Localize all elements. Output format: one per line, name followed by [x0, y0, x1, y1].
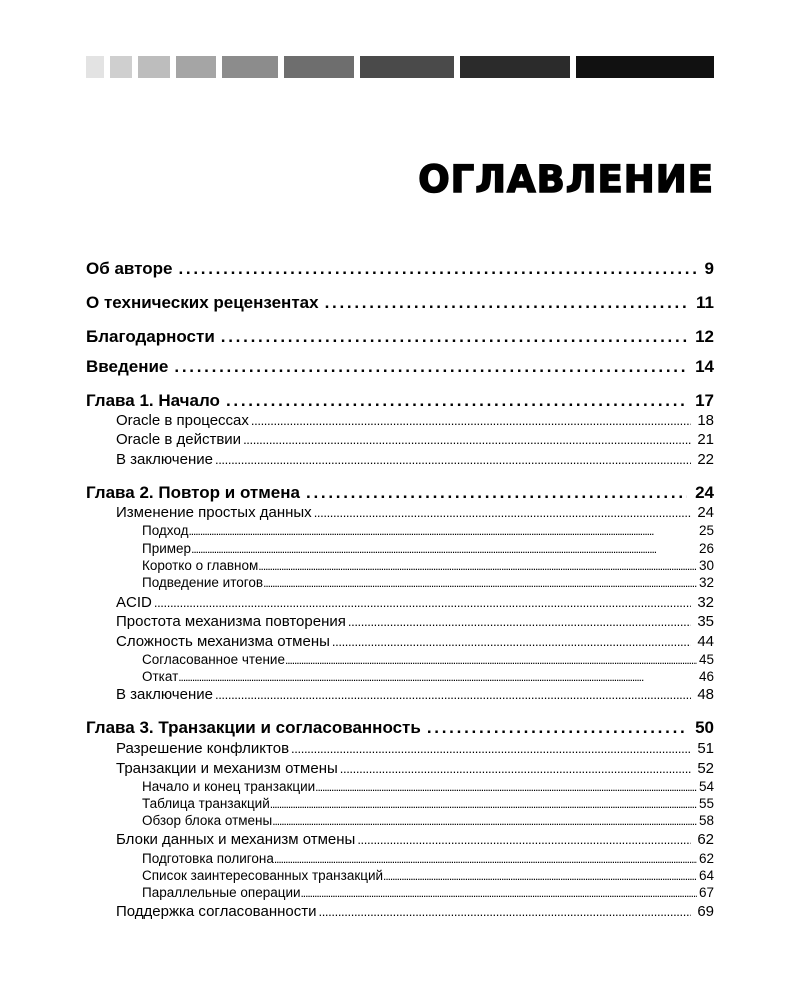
toc-page-number: 11	[696, 293, 714, 312]
toc-page-number: 69	[697, 903, 714, 920]
toc-subsection-entry	[142, 557, 714, 574]
toc-page-number: 22	[697, 451, 714, 468]
toc-section-entry	[116, 593, 714, 613]
toc-entry-label: В заключение	[116, 686, 213, 703]
toc-entry-label: Сложность механизма отмены	[116, 633, 330, 650]
toc-section-entry	[116, 739, 714, 759]
toc-section-entry	[116, 685, 714, 705]
toc-entry-label: Список заинтересованных транзакций	[142, 868, 384, 883]
toc-subsection-entry	[142, 795, 714, 812]
toc-dot-leader	[357, 830, 691, 850]
toc-section-entry	[116, 830, 714, 850]
toc-section-entry	[116, 450, 714, 470]
toc-dot-leader	[215, 450, 691, 470]
toc-page-number: 24	[697, 504, 714, 521]
toc-page-number: 35	[697, 613, 714, 630]
toc-entry-label: Параллельные операции	[142, 885, 301, 900]
toc-chapter-entry	[86, 257, 714, 281]
toc-page-number: 48	[697, 686, 714, 703]
table-of-contents	[86, 0, 714, 1000]
toc-entry-label: Коротко о главном	[142, 558, 259, 573]
toc-chapter-entry	[86, 355, 714, 379]
toc-dot-leader	[178, 669, 697, 686]
toc-page-number: 55	[698, 796, 714, 811]
toc-subsection-entry	[142, 574, 714, 591]
toc-subsection-entry	[142, 867, 714, 884]
toc-entry-label: Подведение итогов	[142, 575, 264, 590]
toc-chapter-entry	[86, 325, 714, 349]
toc-chapter-entry	[86, 481, 714, 505]
toc-entry-label: Благодарности	[86, 327, 215, 346]
toc-chapter-entry	[86, 389, 714, 413]
toc-page-number: 64	[698, 868, 714, 883]
toc-section-entry	[116, 759, 714, 779]
toc-dot-leader	[188, 523, 696, 540]
toc-section-entry	[116, 612, 714, 632]
toc-subsection-entry	[142, 522, 714, 539]
toc-page-number: 54	[698, 779, 714, 794]
toc-dot-leader	[306, 481, 687, 505]
toc-dot-leader	[274, 851, 697, 868]
toc-page-number: 12	[695, 327, 714, 346]
toc-entry-label: Глава 1. Начало	[86, 391, 220, 410]
toc-page-number: 32	[698, 575, 714, 590]
toc-subsection-entry	[142, 884, 714, 901]
toc-page-number: 51	[697, 740, 714, 757]
toc-entry-label: Подготовка полигона	[142, 851, 274, 866]
toc-entry-label: Поддержка согласованности	[116, 903, 317, 920]
toc-dot-leader	[383, 868, 697, 885]
toc-page-number: 45	[698, 652, 714, 667]
toc-subsection-entry	[142, 812, 714, 829]
toc-dot-leader	[325, 291, 688, 315]
toc-entry-label: Изменение простых данных	[116, 504, 312, 521]
toc-entry-label: Начало и конец транзакции	[142, 779, 316, 794]
toc-page-number: 21	[697, 431, 714, 448]
toc-entry-label: Об авторе	[86, 259, 173, 278]
toc-subsection-entry	[142, 778, 714, 795]
toc-entry-label: ACID	[116, 594, 152, 611]
toc-section-entry	[116, 430, 714, 450]
toc-section-entry	[116, 503, 714, 523]
toc-subsection-entry	[142, 668, 714, 685]
toc-page-number: 50	[695, 718, 714, 737]
toc-entry-label: Подход	[142, 523, 189, 538]
toc-dot-leader	[154, 593, 691, 613]
toc-page-number: 17	[695, 391, 714, 410]
toc-page-number: 46	[698, 669, 714, 684]
toc-entry-label: Глава 2. Повтор и отмена	[86, 483, 300, 502]
toc-page-number: 62	[698, 851, 714, 866]
toc-entry-label: Глава 3. Транзакции и согласованность	[86, 718, 421, 737]
toc-page-number: 62	[697, 831, 714, 848]
toc-dot-leader	[226, 389, 687, 413]
toc-page-number: 30	[698, 558, 714, 573]
toc-section-entry	[116, 902, 714, 922]
toc-page-number: 58	[698, 813, 714, 828]
toc-dot-leader	[221, 325, 687, 349]
toc-entry-label: Обзор блока отмены	[142, 813, 273, 828]
toc-dot-leader	[285, 652, 697, 669]
toc-subsection-entry	[142, 850, 714, 867]
toc-entry-label: В заключение	[116, 451, 213, 468]
toc-entry-label: Введение	[86, 357, 169, 376]
toc-dot-leader	[301, 885, 697, 902]
toc-page-number: 24	[695, 483, 714, 502]
toc-dot-leader	[258, 558, 697, 575]
toc-page-number: 14	[695, 357, 714, 376]
toc-section-entry	[116, 632, 714, 652]
toc-entry-label: Oracle в действии	[116, 431, 242, 448]
toc-page-number: 25	[698, 523, 714, 538]
toc-dot-leader	[427, 716, 687, 740]
toc-dot-leader	[270, 796, 697, 813]
toc-dot-leader	[215, 685, 691, 705]
toc-dot-leader	[291, 739, 691, 759]
toc-page-number: 32	[697, 594, 714, 611]
page-title: ОГЛАВЛЕНИЕ	[418, 158, 714, 201]
toc-entry-label: Блоки данных и механизм отмены	[116, 831, 356, 848]
toc-page-number: 67	[698, 885, 714, 900]
toc-dot-leader	[243, 430, 691, 450]
toc-dot-leader	[318, 902, 691, 922]
toc-dot-leader	[174, 355, 687, 379]
toc-dot-leader	[263, 575, 697, 592]
toc-entry-label: Согласованное чтение	[142, 652, 285, 667]
toc-page-number: 52	[697, 760, 714, 777]
toc-dot-leader	[315, 779, 697, 796]
toc-dot-leader	[314, 503, 692, 523]
toc-dot-leader	[332, 632, 691, 652]
toc-entry-label: Oracle в процессах	[116, 412, 249, 429]
toc-page-number: 44	[697, 633, 714, 650]
toc-entry-label: Таблица транзакций	[142, 796, 270, 811]
toc-subsection-entry	[142, 651, 714, 668]
toc-chapter-entry	[86, 291, 714, 315]
toc-entry-label: О технических рецензентах	[86, 293, 319, 312]
toc-entry-label: Транзакции и механизм отмены	[116, 760, 338, 777]
toc-dot-leader	[191, 541, 697, 558]
toc-page-number: 18	[697, 412, 714, 429]
toc-entry-label: Откат	[142, 669, 179, 684]
toc-entry-label: Пример	[142, 541, 192, 556]
toc-page-number: 26	[698, 541, 714, 556]
toc-entry-label: Простота механизма повторения	[116, 613, 346, 630]
toc-dot-leader	[348, 612, 691, 632]
toc-chapter-entry	[86, 716, 714, 740]
toc-subsection-entry	[142, 540, 714, 557]
toc-page-number: 9	[704, 259, 714, 278]
toc-dot-leader	[272, 813, 697, 830]
toc-entry-label: Разрешение конфликтов	[116, 740, 290, 757]
toc-dot-leader	[178, 257, 696, 281]
toc-dot-leader	[251, 411, 691, 431]
toc-section-entry	[116, 411, 714, 431]
toc-dot-leader	[340, 759, 692, 779]
